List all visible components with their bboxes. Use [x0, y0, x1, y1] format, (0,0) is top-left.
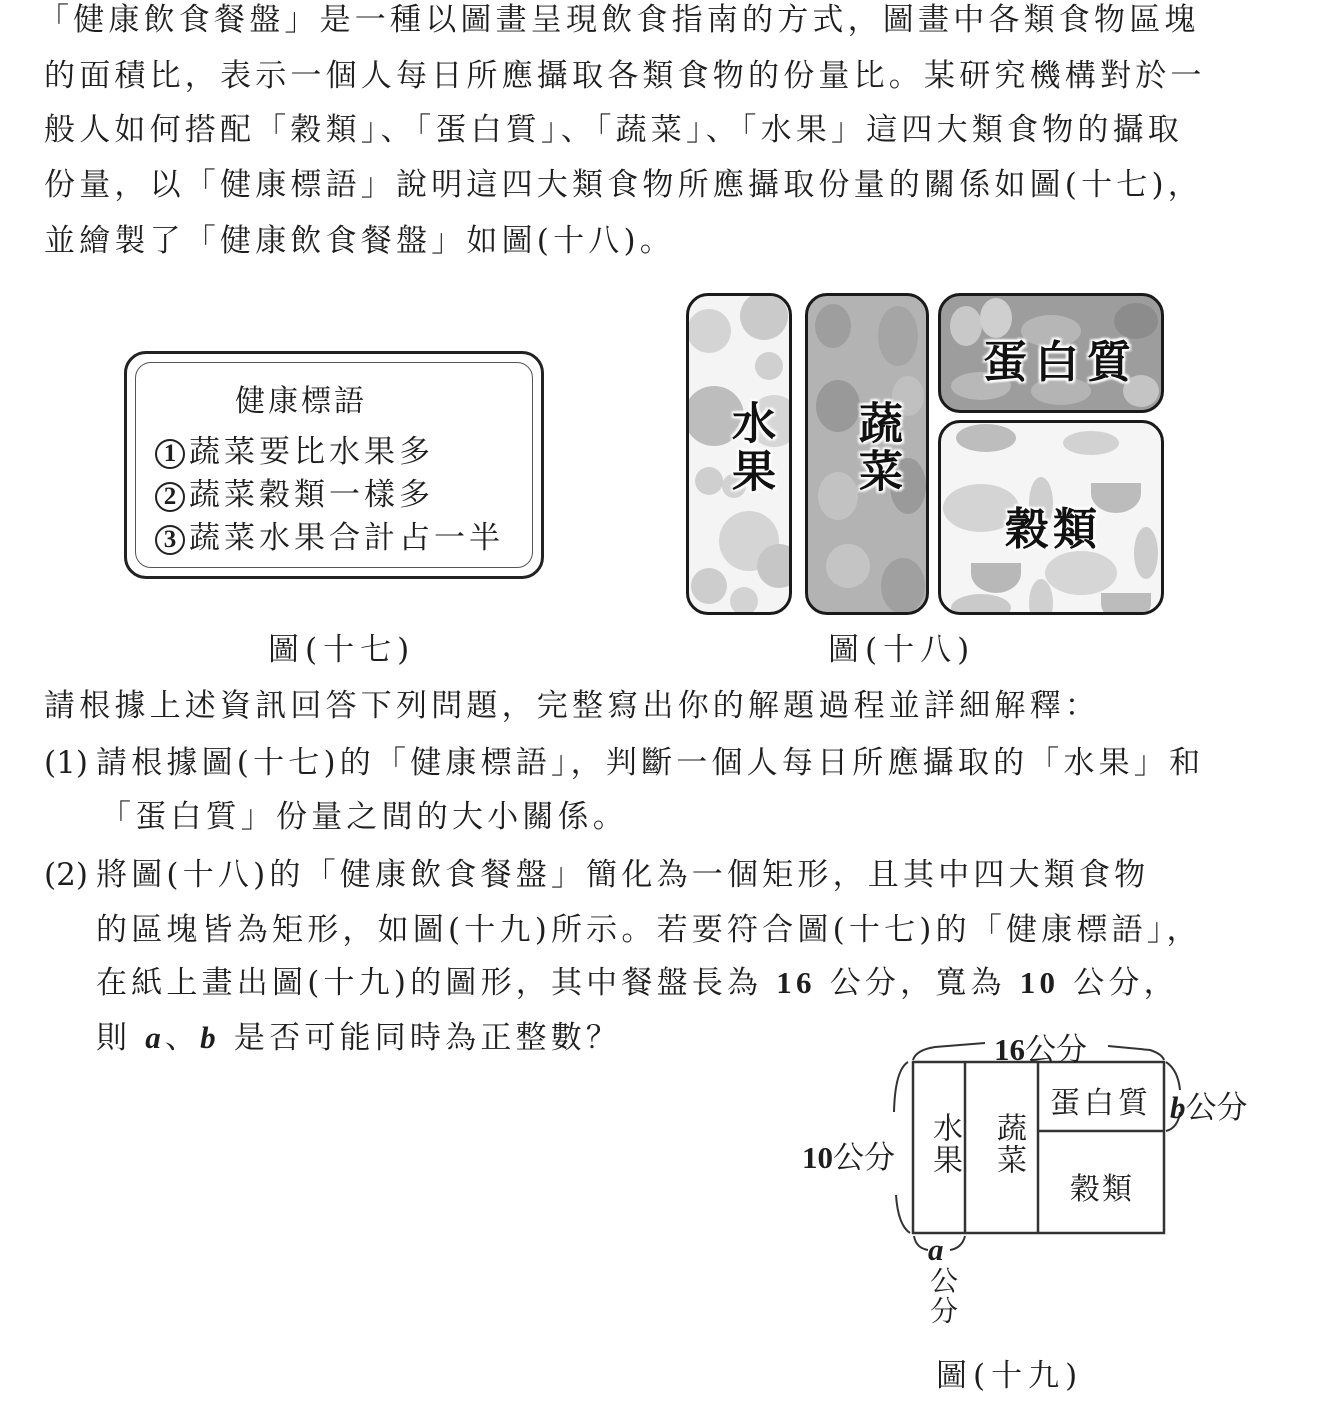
plate-label-fruit: 水果	[724, 400, 775, 496]
diagram-label-protein: 蛋白質	[1050, 1086, 1152, 1121]
diagram-label-fruit: 水果	[927, 1112, 962, 1176]
question-2-number: (2)	[44, 857, 88, 893]
plate-width-value: 10	[1019, 965, 1060, 1000]
circled-number-3: 3	[155, 525, 185, 555]
slogan-title: 健康標語	[235, 384, 367, 419]
circled-number-2: 2	[155, 482, 185, 512]
question-2-line-2: 的區塊皆為矩形，如圖(十九)所示。若要符合圖(十七)的「健康標語」，	[96, 912, 1202, 948]
question-2-line-1: 將圖(十八)的「健康飲食餐盤」簡化為一個矩形，且其中四大類食物	[96, 857, 1150, 893]
q2-line3-text-b: 公分，寬為	[815, 965, 1020, 1001]
a-variable	[928, 1232, 944, 1268]
width-label	[802, 1132, 895, 1177]
intro-line-2: 的面積比，表示一個人每日所應攝取各類食物的份量比。某研究機構對於一	[44, 58, 1206, 94]
slogan-item-3	[155, 512, 504, 557]
a-variable-text: a	[928, 1232, 944, 1267]
plate-section-vegetables	[805, 293, 929, 615]
slogan-text-3: 蔬菜水果合計占一半	[189, 520, 504, 556]
q2-line4-text-a: 則	[96, 1020, 146, 1056]
b-label	[1170, 1082, 1248, 1127]
intro-line-1: 「健康飲食餐盤」是一種以圖畫呈現飲食指南的方式，圖畫中各類食物區塊	[38, 2, 1200, 38]
q2-line3-text-a: 在紙上畫出圖(十九)的圖形，其中餐盤長為	[96, 965, 777, 1001]
variable-a: a	[145, 1020, 165, 1055]
plate-section-grains	[938, 420, 1164, 615]
plate-length-value: 16	[776, 965, 816, 1000]
diagram-label-vegetables: 蔬菜	[991, 1112, 1026, 1176]
length-label	[994, 1024, 1087, 1069]
plate-section-protein	[938, 293, 1164, 413]
question-1-number: (1)	[44, 745, 88, 781]
figure17-caption: 圖(十七)	[268, 632, 416, 668]
circled-number-1: 1	[155, 439, 185, 469]
figure19-caption: 圖(十九)	[936, 1358, 1084, 1394]
q2-line4-text-b: 是否可能同時為正整數？	[219, 1020, 622, 1056]
width-value: 10	[802, 1140, 833, 1175]
plate-label-protein: 蛋白質	[983, 337, 1139, 388]
plate-label-vegetables: 蔬菜	[851, 400, 902, 496]
intro-line-4: 份量，以「健康標語」說明這四大類食物所應攝取份量的關係如圖(十七)，	[44, 167, 1203, 203]
q2-line4-sep: 、	[164, 1020, 201, 1056]
b-variable: b	[1170, 1090, 1186, 1125]
intro-line-3: 般人如何搭配「穀類」、「蛋白質」、「蔬菜」、「水果」這四大類食物的攝取	[44, 112, 1183, 148]
intro-line-5: 並繪製了「健康飲食餐盤」如圖(十八)。	[44, 223, 675, 259]
question-2-line-3	[96, 963, 1179, 1003]
plate-label-grains: 穀類	[1005, 504, 1101, 555]
a-unit: 公分	[926, 1266, 959, 1326]
plate-section-fruit	[686, 293, 792, 615]
diagram-label-grains: 穀類	[1070, 1172, 1134, 1207]
figure18-caption: 圖(十八)	[828, 632, 976, 668]
slogan-item-2	[155, 469, 434, 514]
length-unit: 公分	[1025, 1032, 1087, 1068]
b-unit: 公分	[1185, 1090, 1248, 1126]
question-1-line-1: 請根據圖(十七)的「健康標語」，判斷一個人每日所應攝取的「水果」和	[96, 745, 1205, 781]
question-2-line-4	[96, 1018, 621, 1058]
variable-b: b	[200, 1020, 220, 1055]
slogan-text-2: 蔬菜穀類一樣多	[189, 477, 434, 513]
health-slogan-box	[124, 351, 544, 579]
length-value: 16	[994, 1032, 1025, 1067]
slogan-text-1: 蔬菜要比水果多	[189, 434, 434, 470]
slogan-item-1	[155, 426, 434, 471]
question-1-line-2: 「蛋白質」份量之間的大小關係。	[100, 799, 628, 835]
width-unit: 公分	[833, 1140, 895, 1176]
instructions: 請根據上述資訊回答下列問題，完整寫出你的解題過程並詳細解釋：	[44, 688, 1100, 724]
q2-line3-text-c: 公分，	[1059, 965, 1179, 1001]
